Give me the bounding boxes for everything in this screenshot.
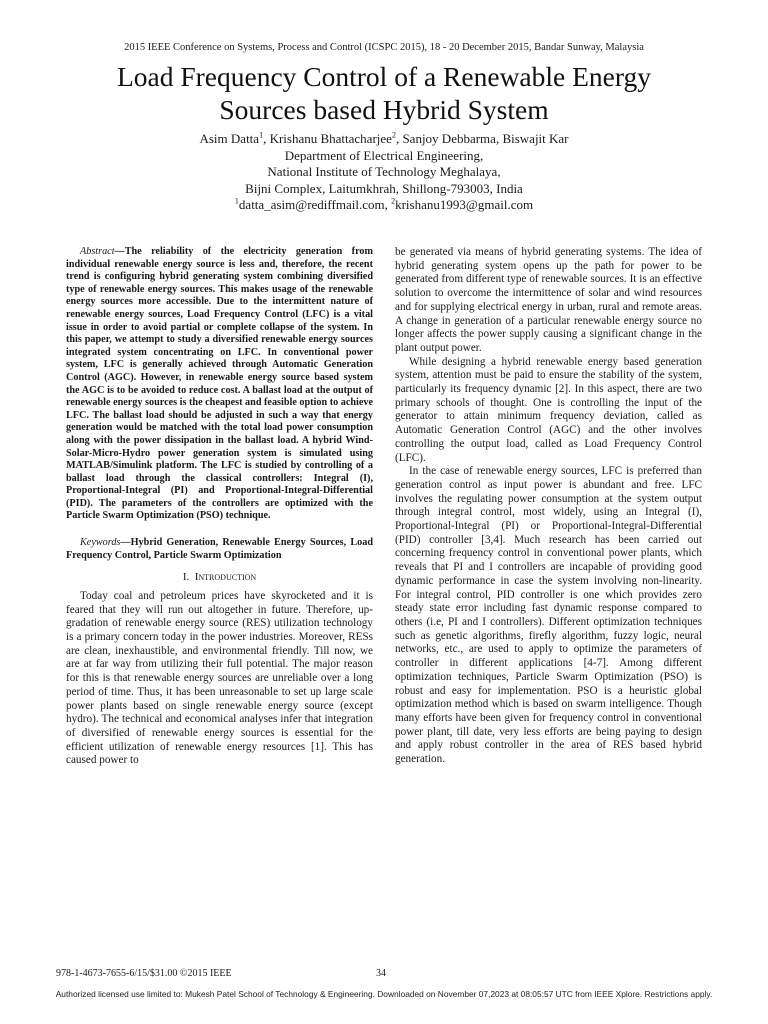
abstract bbox=[66, 246, 373, 523]
section-heading-introduction: I. Introduction bbox=[182, 571, 257, 584]
abstract-text: —The reliability of the electricity generation from individual renewable energy source is less and, therefore, the recent trend is configuring hybrid generating system combining diversified type of renewable energy sources. This makes usage of the renewable energy sources more accessible. Due to the intermittent nature of renewable energy sources, Load Frequency Control (LFC) is a vital issue in order to avoid partial or complete collapse of the system. In this paper, we attempt to study a diversified renewable energy sources integrated system concentrating on LFC. In conventional power system, LFC is generally achieved through Automatic Generation Control (AGC). However, in renewable energy source based system the AGC is to be avoided to reduce cost. A ballast load at the output of renewable energy sources is the cheapest and feasible option to achieve LFC. The ballast load should be adjusted in such a way that energy generation would be matched with the total load power consumption along with the power dissipation in the ballast load. A hybrid Wind-Solar-Micro-Hydro power generation system is simulated using MATLAB/Simulink platform. The LFC is studied by controlling of a ballast load through the classical controllers: Integral (I), Proportional-Integral (PI) and Proportional-Integral-Differential (PID). The parameters of the controllers are optimized with the Particle Swarm Optimization (PSO) technique. bbox=[66, 246, 373, 522]
copyright-footer: 978-1-4673-7655-6/15/$31.00 ©2015 IEEE bbox=[56, 968, 232, 979]
intro-paragraph-4: In the case of renewable energy sources, LFC is preferred than generation control as input power is abundant and free. LFC involves the regulating power consumption at the system output through integral control, most widely, using an Integral (I), Proportional-Integral (PI) or Proportional-Integral-Differential (PID) controller [3,4]. Much research has been carried out concerning frequency control in conventional power plants, which reveals that PI and I controllers are incapable of providing good dynamic performance in case the system involving non-linearity. For integral control, PID controller is one which provides zero steady state error including fast dynamic response compared to others (i.e, PI and I controllers). Different optimization techniques such as genetic algorithms, firefly algorithm, fuzzy logic, neural networks, etc., are used to apply to optimize the parameters of controller in different applications [4-7]. Among different optimization techniques, Particle Swarm Optimization (PSO) is robust and easy for implementation. PSO is a heuristic global optimization method which is based on swarm intelligence. Though many efforts have been given for frequency control in conventional power plant, till date, very less efforts are being paying to design and apply robust controller in the area of RES based hybrid generation. bbox=[395, 465, 702, 766]
affiliation-line-3: Bijni Complex, Laitumkhrah, Shillong-793003, India bbox=[245, 180, 523, 196]
title-line-2: Sources based Hybrid System bbox=[219, 94, 549, 125]
license-notice: Authorized licensed use limited to: Mukesh Patel School of Technology & Engineering. Downloaded on November 07,2023 at 08:05:57 UTC from IEEE Xplore. Restrictions apply. bbox=[55, 989, 713, 999]
keywords-lead: Keywords bbox=[80, 537, 121, 549]
right-column bbox=[395, 246, 702, 767]
intro-paragraph-3: While designing a hybrid renewable energy based generation system, attention must be paid to ensure the stability of the system, particularly its frequency dynamic [2]. In this aspect, there are two primary schools of thought. One is controlling the input of the generator to attain minimum frequency deviation, called as Automatic Generation Control (AGC) and the other involves controlling the output load, called as Load Frequency Control (LFC). bbox=[395, 355, 702, 464]
page-number: 34 bbox=[376, 968, 386, 979]
keywords bbox=[66, 537, 373, 562]
left-column bbox=[66, 246, 373, 768]
author-names: Asim Datta$^1$, Krishanu Bhattacharjee$^2$, Sanjoy Debbarma, Biswajit Kar bbox=[199, 130, 569, 146]
affiliation-line-2: National Institute of Technology Meghalaya, bbox=[267, 164, 501, 179]
author-block bbox=[40, 131, 728, 214]
intro-paragraph-2: be generated via means of hybrid generating systems. The idea of hybrid generating system opens up the path for power to be generated from different type of renewable sources. It is an effective solution to overcome the intermittence of solar and wind resources and for supplying electrical energy in urban, rural and remote areas. A change in generation of a particular renewable energy source no longer affects the power supply causing a significant change in the plant output power. bbox=[395, 246, 702, 354]
conference-header: 2015 IEEE Conference on Systems, Process and Control (ICSPC 2015), 18 - 20 December 2015, Bandar Sunway, Malaysia bbox=[124, 42, 644, 53]
paper-title bbox=[40, 60, 728, 126]
intro-paragraph-1: Today coal and petroleum prices have skyrocketed and it is feared that they will run out altogether in future. Therefore, up-gradation of renewable energy source (RES) utilization technology is a primary concern today in the power industries. Moreover, RESs are clean, inexhaustible, and environmental friendly. Till now, we are at far way from utilizing their full potential. The major reason for this is that renewable energy sources are unreliable over a long period of time. Thus, it has been unreasonable to set up large scale power plants based on single renewable energy source (except hydro). The technical and economical analyses infer that integration of diversified of renewable energy sources is essential for the efficient utilization of renewable energy resources [1]. This has caused power to bbox=[66, 589, 373, 767]
keywords-text: —Hybrid Generation, Renewable Energy Sources, Load Frequency Control, Particle Swarm Optimization bbox=[66, 537, 373, 561]
author-emails: $^1$datta_asim@rediffmail.com, $^2$krishanu1993@gmail.com bbox=[234, 196, 534, 212]
abstract-lead: Abstract bbox=[80, 246, 115, 257]
title-line-1: Load Frequency Control of a Renewable Energy bbox=[116, 61, 652, 92]
affiliation-line-1: Department of Electrical Engineering, bbox=[284, 147, 484, 163]
